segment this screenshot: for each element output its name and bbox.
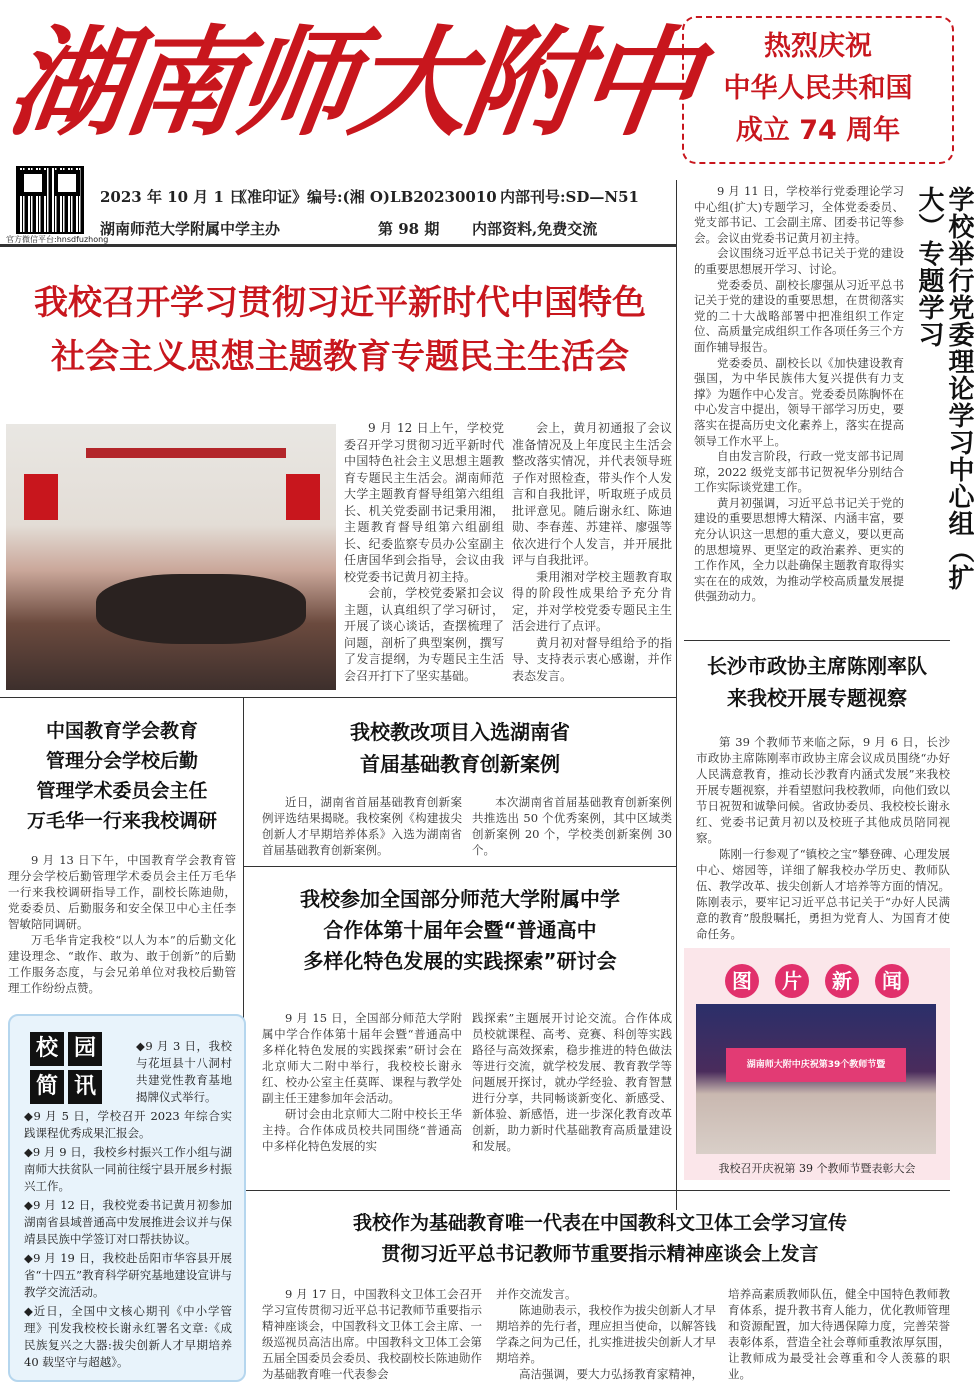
list-item: ◆9 月 5 日，学校召开 2023 年综合实践课程优秀成果汇报会。 [24,1109,232,1140]
consortium-title-line-2: 合作体第十届年会暨“普通高中 [323,918,597,942]
meeting-table [96,574,306,644]
heading-char: 园 [68,1032,102,1066]
cppcc-title-line-2: 来我校开展专题视察 [727,686,907,710]
celebration-box [682,16,954,164]
label-char: 新 [825,964,859,998]
lead-article-col-1 [344,420,504,690]
paragraph: 陈刚一行参观了“镇校之宝”攀登碑、心理发展中心、熔园等，详细了解我校办学历史、教师队伍、教学改革、拔尖创新人才培养等方面的情况。陈刚表示，要牢记习近平总书记关于“办好人民满意的教育”殷殷嘱托，勇担为党育人、为国育才使命任务。 [696,847,950,941]
qr-label: 官方微信平台:hnsdfuzhong [6,235,109,244]
stage-text: 湖南师大附中庆祝第39个教师节暨 [746,1060,886,1070]
issue-permit: 《准印证》编号:(湘 O)LB20230010 [232,188,497,206]
paragraph: 会议围绕习近平总书记关于党的建设的重要思想展开学习、讨论。 [694,246,904,276]
issue-date: 2023 年 10 月 1 日 [100,188,245,206]
flag-icon [24,474,58,520]
paragraph: 近日，湖南省首届基础教育创新案例评选结果揭晓。我校案例《构建拔尖创新人才早期培养体系》入选为湖南省首届基础教育创新案例。 [262,795,462,857]
cppcc-article [696,734,950,940]
logistics-title-line-3: 管理学术委员会主任 [36,780,208,802]
logistics-title [6,716,238,836]
paragraph: 9 月 13 日下午，中国教育学会教育管理分会学校后勤管理学术委员会主任万毛华一行来我校调研指导工作，副校长陈迪勋，党委委员、后勤服务和安全保卫中心主任李智敏陪同调研。 [8,853,236,931]
meeting-photo [6,424,336,690]
flag-icon [286,474,320,520]
logistics-title-line-2: 管理分会学校后勤 [45,750,198,772]
list-item: ◆9 月 19 日，我校赴岳阳市华容县开展省“十四五”教育科学研究基地建设宣讲与教学交流活动。 [24,1251,232,1299]
issue-sponsor: 湖南师范大学附属中学主办 [100,220,281,238]
masthead-title: 湖南师大附中 [0,13,704,152]
union-title-line-1: 我校作为基础教育唯一代表在中国教科文卫体工会学习宣传 [352,1212,847,1234]
consortium-title-line-1: 我校参加全国部分师范大学附属中学 [300,887,620,911]
paragraph: 9 月 12 日上午，学校党委召开学习贯彻习近平新时代中国特色社会主义思想主题教育专题民主生活会。湖南师范大学主题教育督导组第六组组长、机关党委副书记秉用湘，主题教育督导组第六组副组长、纪委监察专员办公室副主任唐国华到会指导，会议由我校党委书记黄月初主持。 [344,421,504,584]
reform-article-col-1 [262,794,462,860]
union-title [250,1208,950,1270]
cppcc-title-line-1: 长沙市政协主席陈刚率队 [707,654,927,678]
issue-internal-no: 内部刊号:SD—N51 [500,188,639,206]
list-item: ◆9 月 9 日，我校乡村振兴工作小组与湖南师大扶贫队一同前往绥宁县开展乡村振兴工作。 [24,1145,232,1193]
consortium-title [248,884,672,977]
label-char: 闻 [875,964,909,998]
celebration-line-2: 中华人民共和国 [723,73,913,104]
heading-char: 校 [30,1032,64,1066]
reform-title-line-2: 首届基础教育创新案例 [360,752,560,776]
issue-note: 内部资料,免费交流 [472,220,598,238]
issue-number: 第 98 期 [378,220,440,238]
qr-code-icon [16,166,84,234]
paragraph: 本次湖南省首届基础教育创新案例共推选出 50 个优秀案例，其中区域类创新案例 20 个，学校类创新案例 30 个。 [472,795,672,857]
paragraph: 万毛华肯定我校“以人为本”的后勤文化建设理念、“敢作、敢为、敢于创新”的后勤工作服务态度，与会兄弟单位对我校后勤管理工作纷纷点赞。 [8,933,236,995]
reform-article-col-2 [472,794,672,860]
list-item: ◆9 月 12 日，我校党委书记黄月初参加湖南省县域普通高中发展推进会议并与保靖县民族中学签订对口帮扶协议。 [24,1198,232,1246]
lead-headline-line-1: 我校召开学习贯彻习近平新时代中国特色 [34,283,646,323]
logistics-title-line-1: 中国教育学会教育 [45,720,198,742]
stage-screen [726,1048,906,1082]
picture-news [684,948,950,1180]
reform-title [248,716,672,780]
paragraph: 黄月初强调，习近平总书记关于党的建设的重要思想博大精深、内涵丰富，要充分认识这一思想的重大意义，要以更高的思想境界、更坚定的政治素养、更实的工作作风，全力以赴确保主题教育取得实实在在的成效，为推动学校高质量发展提供强劲动力。 [694,495,904,604]
paragraph: 9 月 15 日，全国部分师范大学附属中学合作体第十届年会暨“普通高中多样化特色发展的实践探索”研讨会在北京师大二附中举行，我校校长谢永红、校办公室主任莫晖、课程与教学处副主任王建参加年会活动。 [262,1011,462,1105]
paragraph: 党委委员、副校长廖强从习近平总书记关于党的建设的重要思想，在贯彻落实党的二十大战略部署中把准组织工作定位、高质量完成组织工作各项任务三个方面作辅导报告。 [694,277,904,354]
paragraph: 高洁强调，要大力弘扬教育家精神， [519,1367,703,1381]
cppcc-title [684,650,950,714]
teachers-day-photo [696,1004,936,1154]
divider [244,866,676,867]
divider [684,640,950,641]
reform-title-line-1: 我校教改项目入选湖南省 [350,720,570,744]
paragraph: 9 月 17 日，中国教科文卫体工会召开学习宣传贯彻习近平总书记教师节重要指示精神座谈会，中国教科文卫体工会主席、一级巡视员高洁出席。中国教科文卫体工会第五届全国委员会委员、我校副校长陈迪勋作为基础教育唯一代表参会 [262,1287,482,1381]
consortium-title-line-3: 多样化特色发展的实践探索”研讨会 [303,949,617,973]
paragraph: 党委委员、副校长以《加快建设教育强国，为中华民族伟大复兴提供有力支撑》为题作中心发言。党委委员陈胸怀在中心发言中提出，领导干部学习历史，要落实在提高历史文化素养上，落实在提高领导工作水平上。 [694,355,904,448]
consortium-article-col-1 [262,1010,462,1186]
paragraph: 践探索”主题展开讨论交流。合作体成员校就课程、高考、竞赛、科创等实践路径与高效探索，稳步推进的特色做法等进行交流，就学校发展、教育教学等问题展开探讨，就办学经验、教育智慧进行分享，共同畅谈新变化、新感受、新体验、新感悟，进一步深化教育改革创新，助力新时代基础教育高质量建设和发展。 [472,1011,672,1153]
photo-caption: 我校召开庆祝第 39 个教师节暨表彰大会 [718,1162,916,1175]
label-char: 片 [775,964,809,998]
divider [0,697,676,698]
paragraph: 秉用湘对学校主题教育取得的阶段性成果给予充分肯定，并对学校党委专题民主生活会进行了点评。 [512,569,672,633]
picture-news-label [684,964,950,998]
paragraph: 培养高素质教师队伍，健全中国特色教师教育体系，提升教书育人能力，优化教师管理和资源配置，加大待遇保障力度，完善荣誉表彰体系，营造全社会尊师重教浓厚氛围，让教师成为最受社会尊重和令人羡慕的职业。 [728,1287,950,1381]
list-item: ◆近日，全国中文核心期刊《中小学管理》刊发我校校长谢永红署名文章:《成民族复兴之大器:拔尖创新人才早期培养 40 载坚守与超越》。 [24,1304,232,1369]
union-title-line-2: 贯彻习近平总书记教师节重要指示精神座谈会上发言 [381,1243,819,1265]
lead-article-col-2 [512,420,672,690]
paragraph: 自由发言阶段，行政一党支部书记周琼，2022 级党支部书记贺祝华分别结合工作实际谈党建工作。 [694,449,904,495]
campus-briefs [8,1014,246,1382]
celebration-line-1: 热烈庆祝 [764,31,872,62]
divider [0,244,676,247]
paragraph: 9 月 11 日，学校举行党委理论学习中心组(扩大)专题学习，全体党委委员、党支部书记、工会副主席、团委书记等参会。会议由党委书记黄月初主持。 [694,184,904,245]
theory-article [694,184,904,636]
logistics-article [8,852,236,1002]
briefs-list [24,1038,232,1373]
paragraph: 陈迪勋表示，我校作为拔尖创新人才早期培养的先行者，理应担当使命，以解答钱学森之问为己任，扎实推进拔尖创新人才早期培养。 [496,1303,716,1365]
heading-char: 简 [30,1070,64,1104]
union-article-col-3 [728,1286,950,1382]
paragraph: 会前，学校党委紧扣会议主题，认真组织了学习研讨，开展了谈心谈话，查摆梳理了问题，剖析了典型案例，撰写了发言提纲，为专题民主生活会召开打下了坚实基础。 [344,586,504,683]
lead-headline-line-2: 社会主义思想主题教育专题民主生活会 [51,337,629,377]
theory-vertical-title: 学校举行党委理论学习中心组（扩大）专题学习 [914,186,974,591]
photo-banner [86,448,286,458]
logistics-title-line-4: 万毛华一行来我校调研 [26,810,217,832]
divider [244,1190,950,1191]
divider [676,180,677,1210]
union-article-col-1 [262,1286,482,1382]
lead-headline [8,276,672,384]
list-item: ◆9 月 3 日，我校与花垣县十八洞村共建党性教育基地揭牌仪式举行。 [136,1039,232,1104]
consortium-article-col-2 [472,1010,672,1186]
paragraph: 研讨会由北京师大二附中校长王华主持。合作体成员校共同围绕“普通高中多样化特色发展的实 [262,1107,462,1153]
paragraph: 并作交流发言。 [496,1287,577,1301]
paragraph: 会上，黄月初通报了会议准备情况及上年度民主生活会整改落实情况，并代表领导班子作对照检查，带头作个人发言和自我批评，听取班子成员批评意见。随后谢永红、陈迪勋、李春莲、苏建祥、廖强等依次进行个人发言，并开展批评与自我批评。 [512,421,672,567]
paragraph: 第 39 个教师节来临之际，9 月 6 日，长沙市政协主席陈刚率市政协主席会议成员围绕“办好人民满意教育，推动长沙教育内涵式发展”来我校开展专题视察，并看望慰问我校教师，向他们致以节日祝贺和诚挚问候。省政协委员、我校校长谢永红、党委书记黄月初以及校班子其他成员陪同视察。 [696,735,950,845]
heading-char: 讯 [68,1070,102,1104]
paragraph: 黄月初对督导组给予的指导、支持表示衷心感谢，并作表态发言。 [512,635,672,683]
union-article-col-2 [496,1286,716,1382]
label-char: 图 [725,964,759,998]
celebration-line-3: 成立 74 周年 [735,115,901,146]
